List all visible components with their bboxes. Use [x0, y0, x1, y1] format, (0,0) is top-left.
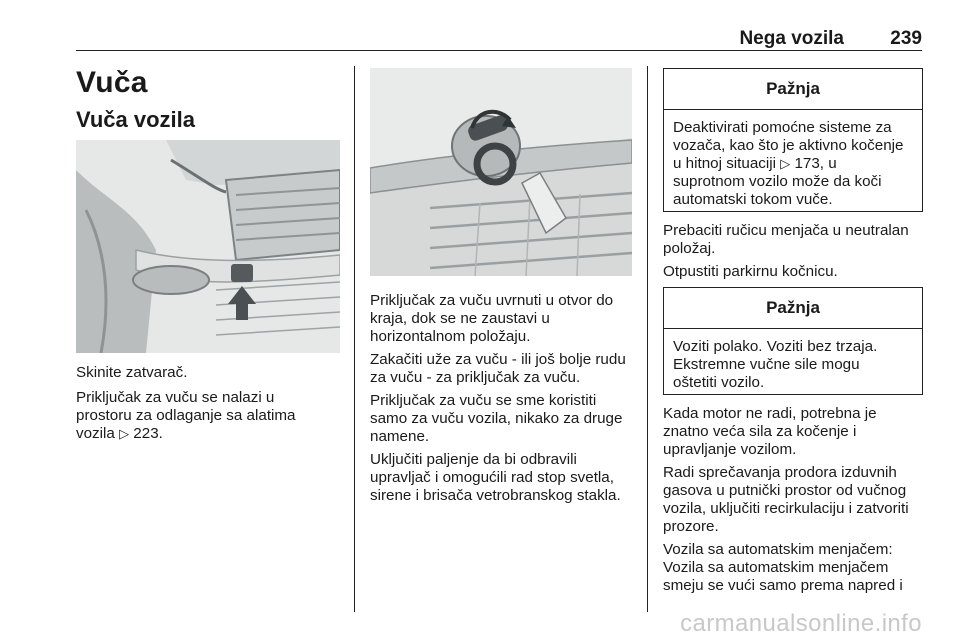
exhaust-note-line-4: prozore.	[663, 518, 719, 535]
page-reference-icon: ▷	[119, 426, 130, 441]
notice-box-assist-systems	[663, 68, 923, 212]
towing-eye-illustration	[370, 68, 632, 276]
exhaust-note-line-3: vozila, uključiti recirkulaciju i zatvoriti	[663, 500, 909, 517]
engine-off-note-line-1: Kada motor ne radi, potrebna je	[663, 405, 877, 422]
step-insert-eye-line-3: horizontalnom položaju.	[370, 328, 531, 345]
header-rule	[76, 50, 922, 51]
page-reference-icon: ▷	[780, 156, 791, 171]
notice-body: Deaktivirati pomoćne sisteme za vozača, kao što je aktivno kočenje u hitnoj situaciji ▷ 173, u suprotnom vozilo može da koči automatski tokom vuče.	[673, 119, 904, 208]
ignition-note-line-2: upravljač i omogućili rad stop svetla,	[370, 469, 614, 486]
header-title: Nega vozila	[739, 28, 844, 49]
column-divider-1	[354, 66, 355, 612]
notice-title: Pažnja	[664, 69, 922, 110]
exhaust-note-line-1: Radi sprečavanja prodora izduvnih	[663, 464, 897, 481]
exhaust-note-line-2: gasova u putnički prostor od vučnog	[663, 482, 907, 499]
neutral-gear-line-2: položaj.	[663, 240, 716, 257]
engine-off-note-line-3: upravljanje vozilom.	[663, 441, 797, 458]
bumper-cover-illustration	[76, 140, 340, 353]
step-insert-eye-line-1: Priključak za vuču uvrnuti u otvor do	[370, 292, 614, 309]
automatic-transmission-line-1: Vozila sa automatskim menjačem:	[663, 541, 893, 558]
watermark: carmanualsonline.info	[680, 610, 922, 637]
instruction-remove-cover: Skinite zatvarač.	[76, 364, 188, 381]
ignition-note-line-3: sirene i brisača vetrobranskog stakla.	[370, 487, 621, 504]
towing-eye-location-line-2: prostoru za odlaganje sa alatima	[76, 407, 296, 424]
page-reference-link[interactable]: 223.	[133, 425, 163, 442]
page-number: 239	[890, 28, 922, 49]
automatic-transmission-line-2: Vozila sa automatskim menjačem	[663, 559, 889, 576]
towing-eye-location-line-3: vozila ▷ 223.	[76, 425, 163, 442]
automatic-transmission-line-3: smeju se vući samo prema napred i	[663, 577, 903, 594]
column-divider-2	[647, 66, 648, 612]
usage-note-line-2: samo za vuču vozila, nikako za druge	[370, 410, 623, 427]
parking-brake-instruction: Otpustiti parkirnu kočnicu.	[663, 263, 838, 280]
usage-note-line-1: Priključak za vuču se sme koristiti	[370, 392, 597, 409]
usage-note-line-3: namene.	[370, 428, 430, 445]
step-insert-eye-line-2: kraja, dok se ne zaustavi u	[370, 310, 550, 327]
step-attach-rope-line-2: za vuču - za priključak za vuču.	[370, 369, 581, 386]
page-reference-link[interactable]: 173, u	[794, 155, 837, 172]
step-attach-rope-line-1: Zakačiti uže za vuču - ili još bolje rudu	[370, 351, 626, 368]
engine-off-note-line-2: znatno veća sila za kočenje i	[663, 423, 857, 440]
section-title: Vuča	[76, 66, 148, 99]
running-header	[76, 26, 922, 50]
towing-eye-location-line-1: Priključak za vuču se nalazi u	[76, 389, 275, 406]
ignition-note-line-1: Uključiti paljenje da bi odbravili	[370, 451, 577, 468]
section-subtitle: Vuča vozila	[76, 107, 196, 132]
neutral-gear-line-1: Prebaciti ručicu menjača u neutralan	[663, 222, 909, 239]
notice-box-drive-slowly	[663, 287, 923, 395]
notice-body: Voziti polako. Voziti bez trzaja. Ekstremne vučne sile mogu oštetiti vozilo.	[673, 338, 878, 391]
notice-title: Pažnja	[664, 288, 922, 329]
